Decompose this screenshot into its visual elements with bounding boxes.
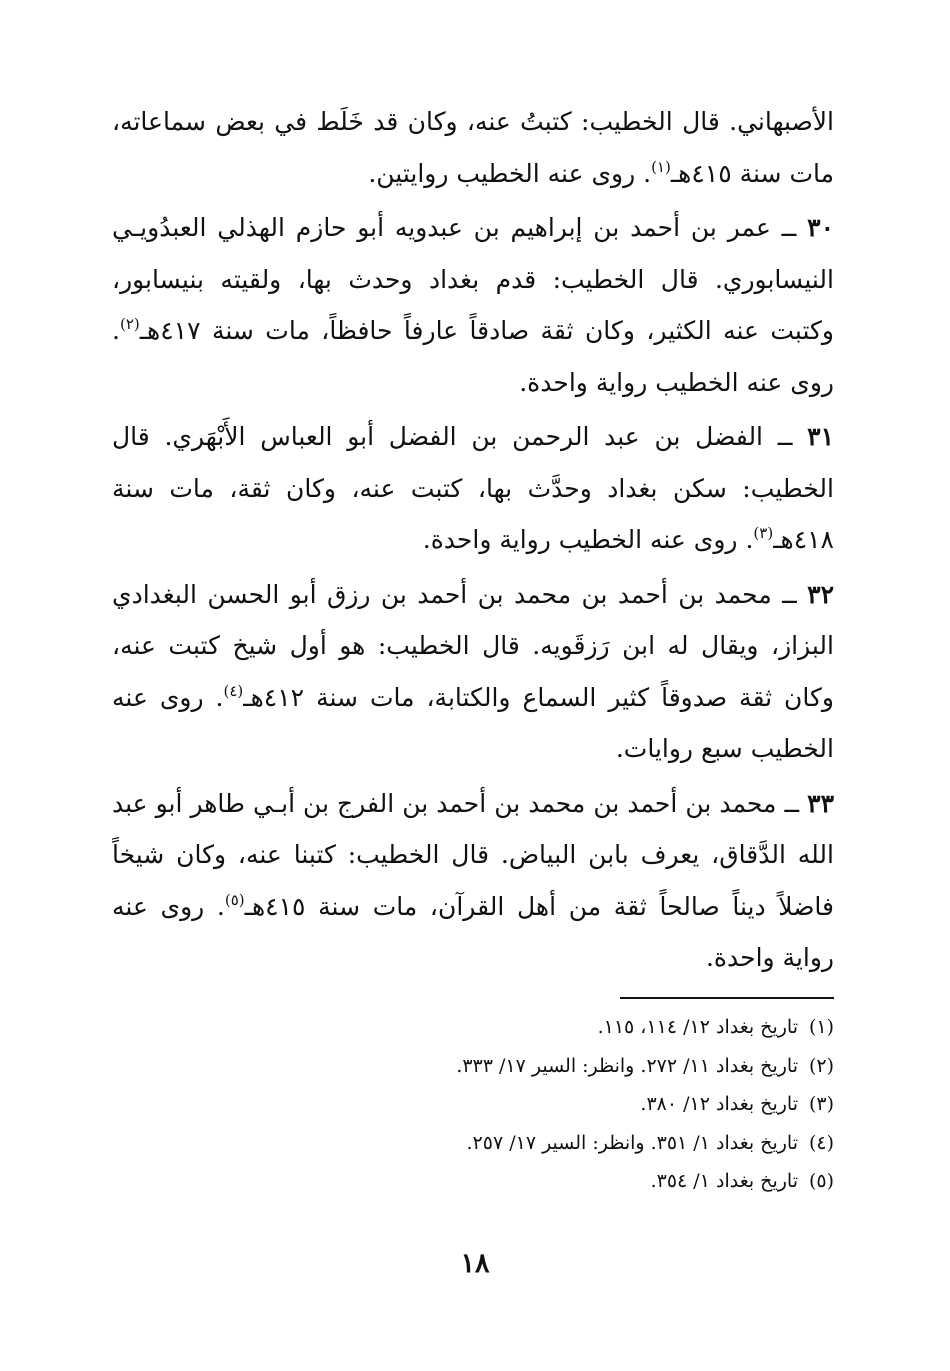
footnote-number: (٥)	[808, 1170, 834, 1192]
entry-tail: . روى عنه الخطيب سبع روايات.	[112, 682, 834, 763]
footnote-text: تاريخ بغداد ١٢/ ١١٤، ١١٥.	[597, 1016, 798, 1038]
paragraph-1-text: الأصبهاني. قال الخطيب: كتبتُ عنه، وكان قد خَلَط في بعض سماعاته، مات سنة ٤١٥هـ	[112, 107, 834, 188]
entry-text: ــ عمر بن أحمد بن إبراهيم بن عبدويه أبو حازم الهذلي العبدُويـي النيسابوري. قال الخطيب: قدم بغداد وحدث بها، ولقيته بنيسابور، وكتبت عنه الكثير، وكان ثقة صادقاً عارفاً حافظاً، مات سنة ٤١٧هـ	[112, 213, 834, 345]
footnote-ref-5[interactable]: (٥)	[224, 890, 245, 909]
entry-tail: . روى عنه الخطيب رواية واحدة.	[422, 525, 754, 554]
footnote-3	[112, 1085, 834, 1124]
footnote-divider	[620, 997, 834, 999]
entry-tail: . روى عنه الخطيب رواية واحدة.	[112, 316, 834, 397]
footnote-5	[112, 1162, 834, 1201]
footnote-ref-2[interactable]: (٢)	[119, 315, 140, 333]
entry-text: ــ محمد بن أحمد بن محمد بن أحمد بن رزق أبو الحسن البغدادي البزاز، ويقال له ابن رَزقَويه. قال الخطيب: هو أول شيخ كتبت عنه، وكان ثقة صدوقاً كثير السماع والكتابة، مات سنة ٤١٢هـ	[112, 579, 835, 712]
footnote-number: (٤)	[808, 1131, 834, 1154]
footnote-ref-3[interactable]: (٣)	[753, 524, 774, 542]
page-number: ١٨	[460, 1248, 490, 1279]
footnotes	[112, 1008, 834, 1201]
footnote-1	[112, 1008, 834, 1047]
paragraph-1	[112, 96, 834, 199]
footnote-text: تاريخ بغداد ١/ ٣٥٤.	[650, 1170, 798, 1192]
paragraph-1-tail: . روى عنه الخطيب روايتين.	[368, 158, 652, 188]
paragraph-entry-30	[112, 202, 834, 408]
entry-number: ٣٣	[807, 788, 834, 818]
footnote-ref-1[interactable]: (١)	[651, 157, 671, 176]
footnote-number: (٣)	[808, 1093, 834, 1115]
entry-number: ٣١	[807, 422, 834, 451]
paragraph-entry-33	[112, 778, 834, 984]
footnote-text: تاريخ بغداد ١٢/ ٣٨٠.	[640, 1093, 798, 1115]
entry-tail: . روى عنه رواية واحدة.	[112, 891, 834, 972]
footnote-2	[112, 1047, 834, 1086]
entry-number: ٣٠	[807, 213, 834, 242]
footnote-number: (٢)	[808, 1054, 834, 1077]
entry-text: ــ محمد بن أحمد بن محمد بن أحمد بن الفرج بن أبـي طاهر أبو عبد الله الدَّقاق، يعرف بابن البياض. قال الخطيب: كتبنا عنه، وكان شيخاً فاضلاً ديناً صالحاً ثقة من أهل القرآن، مات سنة ٤١٥هـ	[112, 788, 834, 921]
entry-number: ٣٢	[807, 579, 834, 609]
footnote-ref-4[interactable]: (٤)	[223, 681, 244, 700]
page-body	[112, 96, 834, 984]
footnote-text: تاريخ بغداد ١/ ٣٥١. وانظر: السير ١٧/ ٢٥٧.	[466, 1131, 798, 1154]
paragraph-entry-32	[112, 569, 834, 775]
paragraph-entry-31	[112, 411, 834, 566]
footnote-number: (١)	[808, 1016, 834, 1038]
entry-text: ــ الفضل بن عبد الرحمن بن الفضل أبو العباس الأَبْهَري. قال الخطيب: سكن بغداد وحدَّث بها، كتبت عنه، وكان ثقة، مات سنة ٤١٨هـ	[112, 422, 835, 554]
footnote-text: تاريخ بغداد ١١/ ٢٧٢. وانظر: السير ١٧/ ٣٣٣.	[456, 1054, 798, 1077]
footnote-4	[112, 1124, 834, 1163]
